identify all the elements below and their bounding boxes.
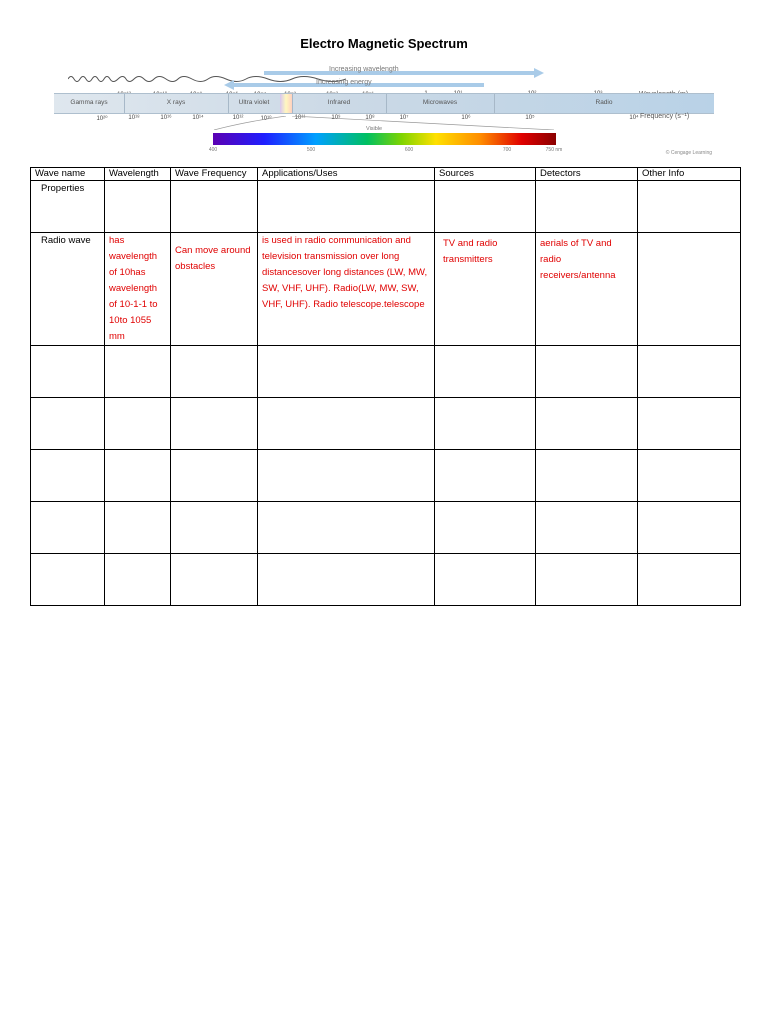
increasing-wavelength-label: Increasing wavelength bbox=[329, 66, 399, 73]
table-cell bbox=[536, 346, 638, 398]
table-cell bbox=[638, 502, 741, 554]
table-row bbox=[31, 450, 741, 502]
table-cell bbox=[31, 450, 105, 502]
table-row-properties bbox=[31, 181, 741, 233]
image-credit: © Cengage Learning bbox=[665, 150, 712, 156]
frequency-tick: 10⁹ bbox=[331, 115, 341, 121]
header-sources: Sources bbox=[435, 168, 536, 181]
table-row bbox=[31, 398, 741, 450]
frequency-tick: 10¹⁴ bbox=[192, 115, 204, 121]
table-cell bbox=[258, 398, 435, 450]
table-cell bbox=[638, 181, 741, 233]
frequency-axis-label: Frequency (s⁻¹) bbox=[640, 113, 690, 120]
table-cell bbox=[435, 181, 536, 233]
table-cell bbox=[105, 502, 171, 554]
cell-properties-label bbox=[31, 181, 105, 233]
table-cell bbox=[638, 233, 741, 346]
table-row bbox=[31, 554, 741, 606]
table-row bbox=[31, 502, 741, 554]
cell-radio-wavelength: has wavelength of 10has wavelength of 10-1-1 to 10to 1055 mm bbox=[105, 233, 171, 346]
table-cell bbox=[435, 554, 536, 606]
table-cell bbox=[435, 346, 536, 398]
table-row bbox=[31, 346, 741, 398]
table-cell bbox=[638, 450, 741, 502]
visible-tick: 700 bbox=[502, 147, 512, 153]
visible-spectrum-bar bbox=[213, 133, 556, 145]
table-cell bbox=[31, 554, 105, 606]
frequency-tick: 10⁶ bbox=[461, 115, 471, 121]
table-cell bbox=[536, 554, 638, 606]
table-cell bbox=[536, 450, 638, 502]
visible-tick: 750 nm bbox=[545, 147, 563, 153]
header-applications: Applications/Uses bbox=[258, 168, 435, 181]
table-cell bbox=[171, 502, 258, 554]
table-row-radio-wave bbox=[31, 233, 741, 346]
band-gamma-rays: Gamma rays bbox=[54, 94, 125, 113]
table-cell bbox=[31, 346, 105, 398]
frequency-tick: 10⁴ bbox=[629, 115, 639, 121]
visible-tick: 600 bbox=[404, 147, 414, 153]
frequency-tick: 10⁷ bbox=[399, 115, 409, 121]
table-cell bbox=[105, 398, 171, 450]
frequency-tick: 10¹⁸ bbox=[128, 115, 140, 121]
table-cell bbox=[105, 346, 171, 398]
table-cell bbox=[258, 554, 435, 606]
table-cell bbox=[171, 450, 258, 502]
cell-radio-sources: TV and radio transmitters bbox=[435, 233, 536, 346]
increasing-wavelength-arrow-icon bbox=[264, 68, 544, 78]
table-cell bbox=[638, 554, 741, 606]
table-cell bbox=[638, 398, 741, 450]
frequency-tick: 10¹¹ bbox=[294, 115, 306, 121]
frequency-tick: 10²⁰ bbox=[96, 116, 108, 122]
radio-wave-label: Radio wave bbox=[41, 235, 91, 246]
wave-properties-table bbox=[30, 167, 741, 606]
table-cell bbox=[171, 398, 258, 450]
em-spectrum-figure bbox=[54, 66, 714, 158]
cell-radio-applications: is used in radio communication and television transmission over long distancesover long distances (LW, MW, SW, VHF, UHF). Radio(LW, MW, SW, VHF, UHF). Radio telescope.telescope bbox=[258, 233, 435, 346]
band-ultraviolet: Ultra violet bbox=[228, 94, 281, 113]
visible-tick: 500 bbox=[306, 147, 316, 153]
header-wavelength: Wavelength bbox=[105, 168, 171, 181]
table-cell bbox=[31, 502, 105, 554]
table-cell bbox=[435, 502, 536, 554]
cell-radio-wave-name bbox=[31, 233, 105, 346]
frequency-tick: 10¹⁶ bbox=[160, 115, 172, 121]
frequency-tick: 10⁵ bbox=[525, 115, 535, 121]
table-cell bbox=[105, 181, 171, 233]
table-cell bbox=[435, 450, 536, 502]
table-cell bbox=[105, 450, 171, 502]
header-wave-frequency: Wave Frequency bbox=[171, 168, 258, 181]
band-radio: Radio bbox=[595, 99, 613, 107]
visible-tick: 400 bbox=[208, 147, 218, 153]
header-other-info: Other Info bbox=[638, 168, 741, 181]
band-microwaves: Microwaves bbox=[386, 94, 495, 113]
header-wave-name: Wave name bbox=[31, 168, 105, 181]
frequency-tick: 10¹² bbox=[232, 115, 244, 121]
table-cell bbox=[435, 398, 536, 450]
table-cell bbox=[171, 181, 258, 233]
band-infrared: Infrared bbox=[292, 94, 387, 113]
table-cell bbox=[105, 554, 171, 606]
table-cell bbox=[258, 502, 435, 554]
increasing-energy-label: Increasing energy bbox=[316, 79, 372, 86]
table-cell bbox=[536, 398, 638, 450]
table-cell bbox=[258, 181, 435, 233]
table-header-row bbox=[31, 168, 741, 181]
visible-zoom-lines bbox=[204, 116, 604, 130]
cell-radio-detectors: aerials of TV and radio receivers/antenna bbox=[536, 233, 638, 346]
table-cell bbox=[638, 346, 741, 398]
table-cell bbox=[171, 346, 258, 398]
visible-label: Visible bbox=[366, 126, 383, 132]
table-cell bbox=[31, 398, 105, 450]
cell-radio-frequency: Can move around obstacles bbox=[171, 233, 258, 346]
frequency-tick: 10⁸ bbox=[365, 115, 375, 121]
frequency-tick: 10¹⁰ bbox=[260, 116, 272, 122]
header-detectors: Detectors bbox=[536, 168, 638, 181]
table-cell bbox=[258, 450, 435, 502]
properties-label: Properties bbox=[41, 183, 85, 194]
table-cell bbox=[536, 502, 638, 554]
table-cell bbox=[536, 181, 638, 233]
table-cell bbox=[171, 554, 258, 606]
spectrum-band bbox=[54, 93, 714, 114]
document-title: Electro Magnetic Spectrum bbox=[300, 36, 468, 51]
table-cell bbox=[258, 346, 435, 398]
band-x-rays: X rays bbox=[124, 94, 229, 113]
